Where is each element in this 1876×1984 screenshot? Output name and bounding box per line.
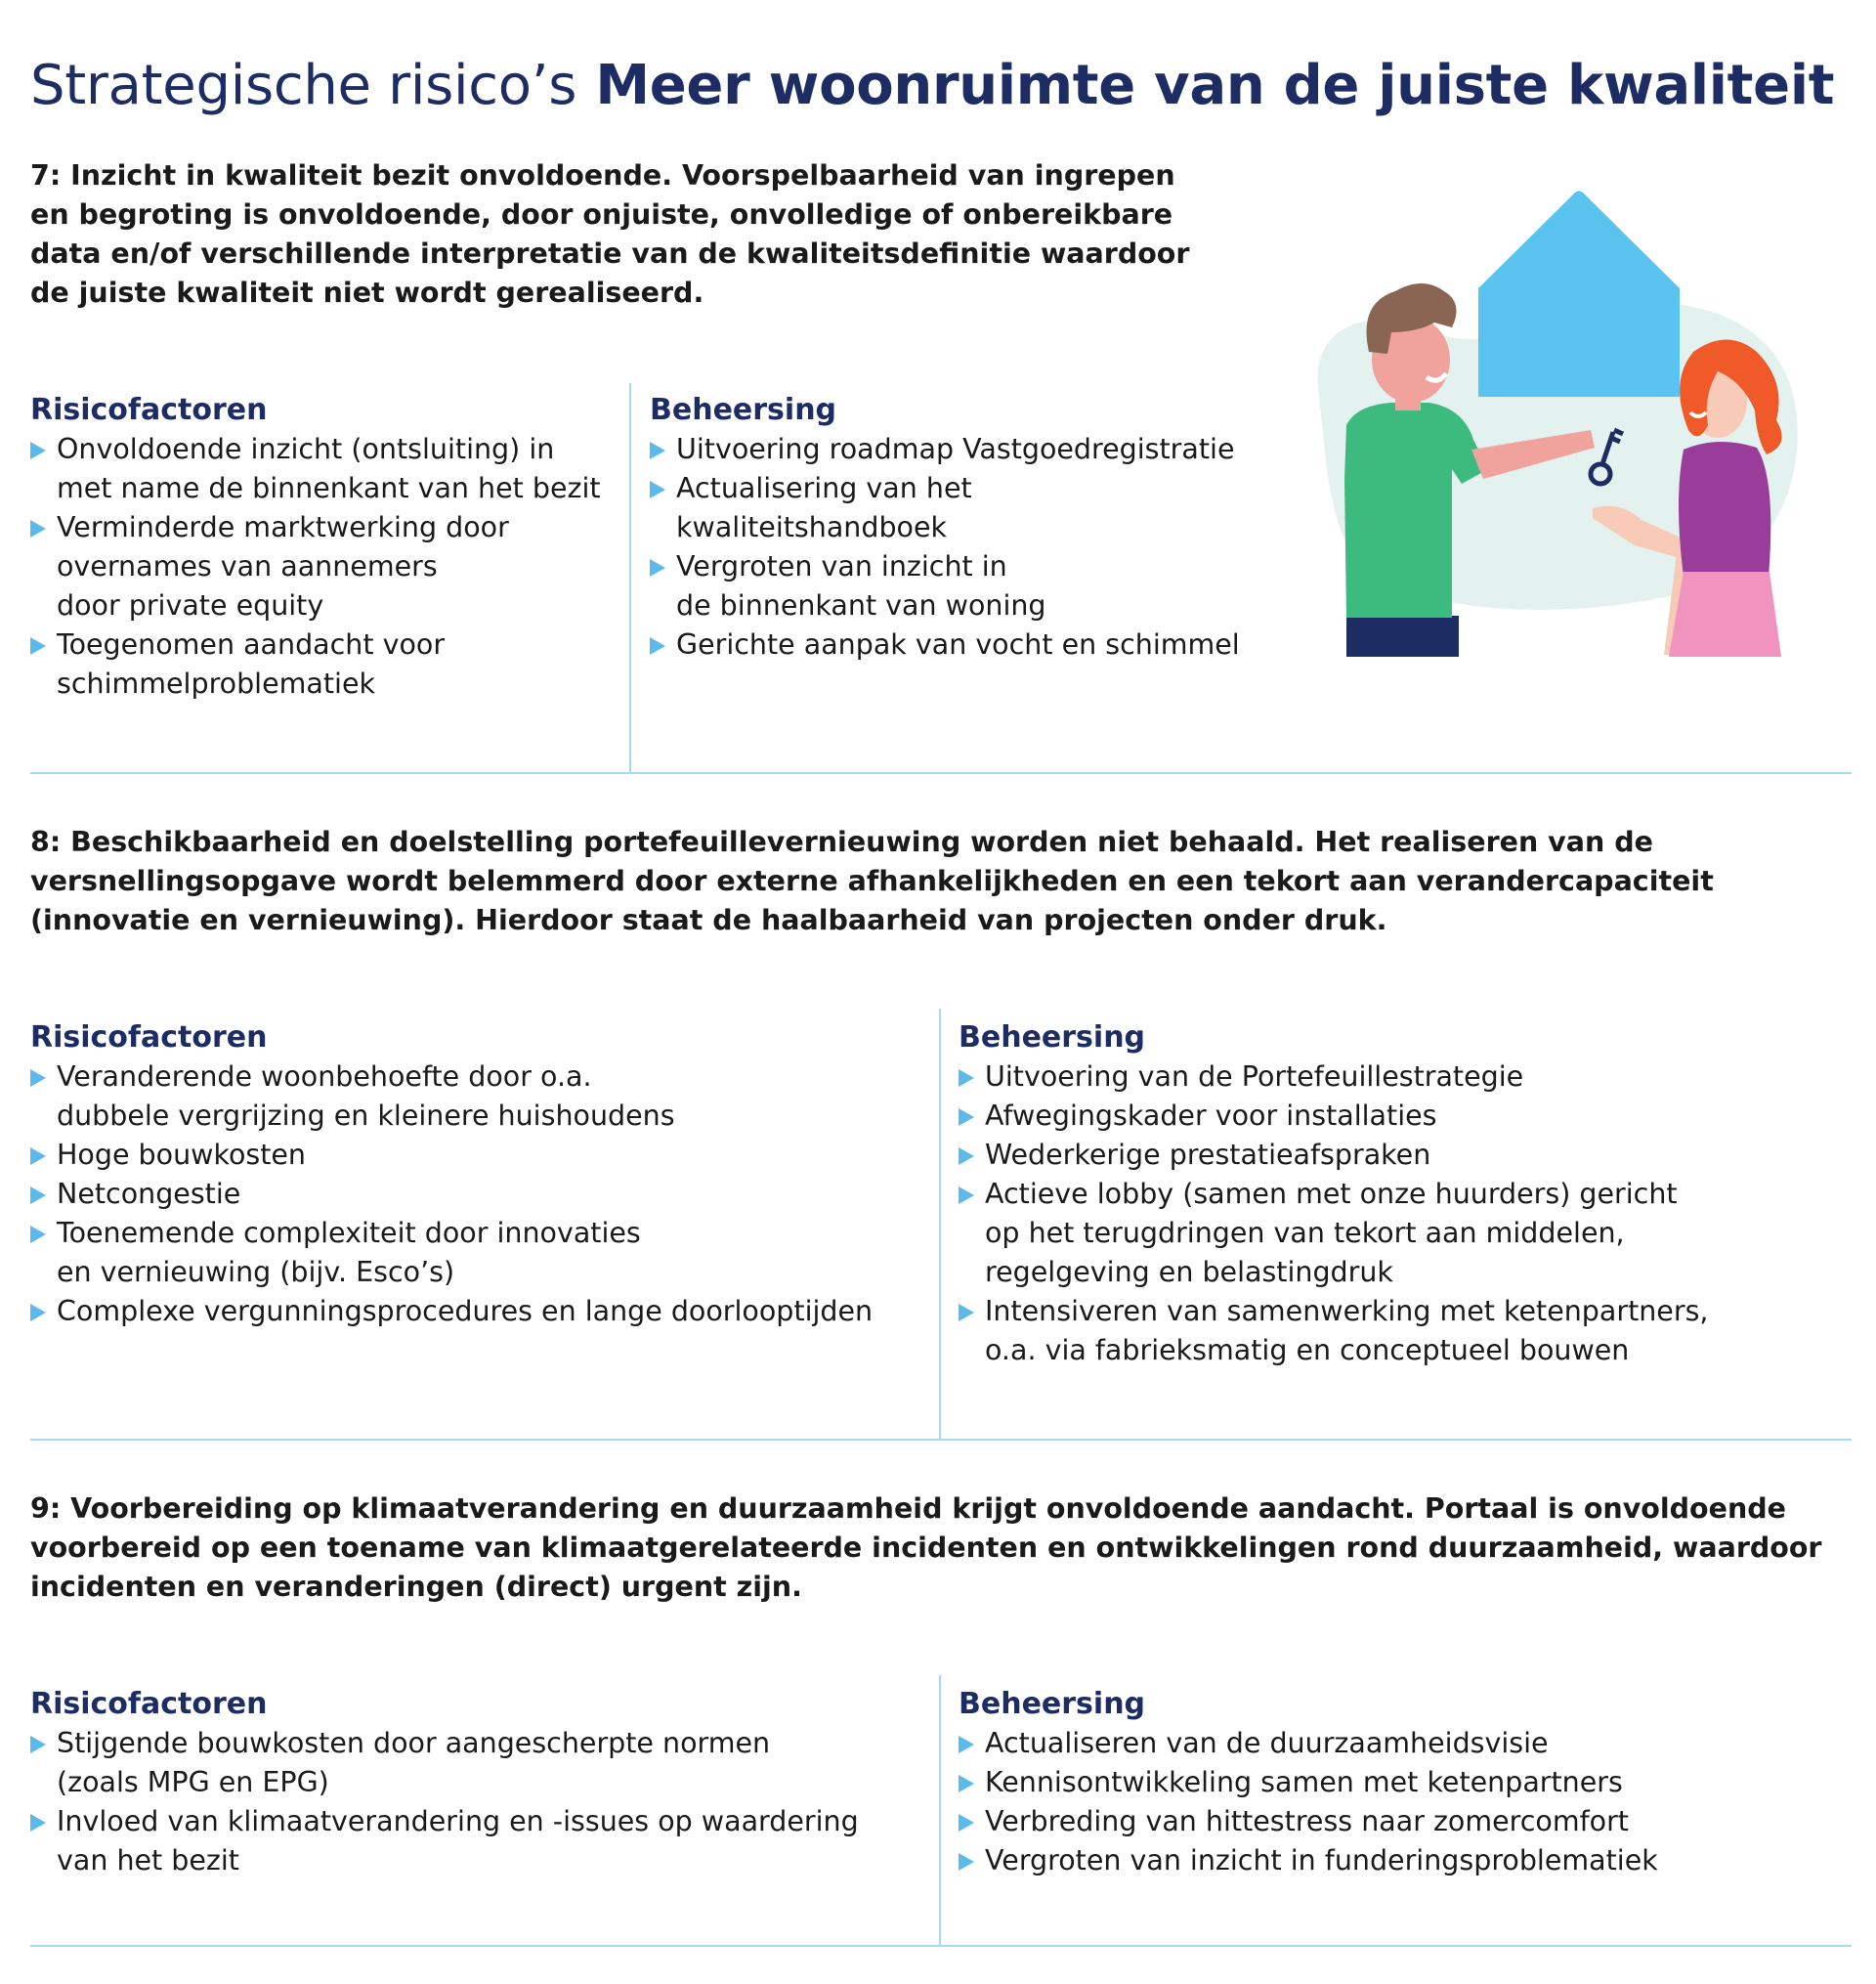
risk-section-9 <box>30 1489 1852 1957</box>
bullet-triangle-icon <box>30 442 46 459</box>
bullet-text: Verminderde marktwerking door overnames van aannemers door private equity <box>57 511 509 622</box>
bullet-triangle-icon <box>30 637 46 655</box>
bullet-triangle-icon <box>30 1814 46 1832</box>
section-divider <box>30 1439 1852 1441</box>
bullet-triangle-icon <box>959 1108 974 1126</box>
control-measures-list <box>959 1724 1838 1880</box>
title-main: Meer woonruimte van de juiste kwaliteit <box>595 54 1835 117</box>
bullet-text: Uitvoering van de Portefeuillestrategie <box>985 1060 1524 1093</box>
control-measures-heading: Beheersing <box>959 1020 1146 1055</box>
bullet-triangle-icon <box>959 1304 974 1321</box>
bullet-text: Vergroten van inzicht in de binnenkant van woning <box>676 550 1046 622</box>
bullet-item <box>959 1763 1838 1802</box>
bullet-text: Actieve lobby (samen met onze huurders) gericht op het terugdringen van tekort aan middelen, regelgeving en belastingdruk <box>985 1178 1678 1288</box>
bullet-triangle-icon <box>959 1775 974 1792</box>
bullet-text: Actualisering van het kwaliteitshandboek <box>676 472 972 543</box>
woman-top <box>1679 442 1770 577</box>
bullet-triangle-icon <box>30 1186 46 1204</box>
bullet-item <box>30 1057 929 1136</box>
bullet-triangle-icon <box>30 1736 46 1753</box>
bullet-item <box>30 1175 929 1214</box>
bullet-triangle-icon <box>30 1226 46 1243</box>
bullet-text: Vergroten van inzicht in funderingsproblematiek <box>985 1844 1658 1876</box>
control-measures-heading: Beheersing <box>650 393 837 427</box>
bullet-item <box>30 1214 929 1292</box>
bullet-text: Veranderende woonbehoefte door o.a. dubbele vergrijzing en kleinere huishoudens <box>57 1060 675 1132</box>
bullet-triangle-icon <box>650 442 665 459</box>
bullet-triangle-icon <box>959 1853 974 1871</box>
risk-factors-list <box>30 430 617 704</box>
bullet-text: Kennisontwikkeling samen met ketenpartners <box>985 1766 1623 1798</box>
section-intro: 9: Voorbereiding op klimaatverandering en duurzaamheid krijgt onvoldoende aandacht. Portaal is onvoldoende voorbereid op een toename van klimaatgerelateerde incidenten en ontwikkelingen rond duurzaamheid, waardoor incidenten en veranderingen (direct) urgent zijn. <box>30 1492 1822 1603</box>
bullet-item <box>959 1136 1838 1175</box>
bullet-text: Hoge bouwkosten <box>57 1139 306 1171</box>
risk-section-8 <box>30 823 1852 1446</box>
bullet-triangle-icon <box>30 1147 46 1165</box>
bullet-text: Actualiseren van de duurzaamheidsvisie <box>985 1727 1549 1759</box>
bullet-item <box>959 1802 1838 1841</box>
section-intro: 7: Inzicht in kwaliteit bezit onvoldoende. Voorspelbaarheid van ingrepen en begroting is onvoldoende, door onjuiste, onvolledige of onbereikbare data en/of verschillende interpretatie van de kwaliteitsdefinitie waardoor de juiste kwaliteit niet wordt gerealiseerd. <box>30 159 1190 309</box>
bullet-triangle-icon <box>959 1814 974 1832</box>
bullet-triangle-icon <box>959 1069 974 1087</box>
title-prefix: Strategische risico’s <box>30 54 577 117</box>
woman-skirt <box>1669 572 1781 657</box>
bullet-text: Complexe vergunningsprocedures en lange doorlooptijden <box>57 1295 874 1327</box>
bullet-item <box>959 1175 1838 1292</box>
bullet-item <box>959 1292 1838 1370</box>
risk-factors-heading: Risicofactoren <box>30 1687 268 1721</box>
bullet-item <box>650 625 1275 665</box>
bullet-item <box>30 1802 929 1880</box>
bullet-text: Afwegingskader voor installaties <box>985 1100 1437 1132</box>
control-measures-column <box>959 1685 1838 1880</box>
column-divider <box>939 1675 941 1947</box>
section-divider <box>30 772 1852 774</box>
bullet-item <box>650 547 1275 625</box>
bullet-text: Verbreding van hittestress naar zomercomfort <box>985 1805 1629 1837</box>
control-measures-column <box>959 1018 1838 1370</box>
bullet-item <box>959 1841 1838 1880</box>
risk-factors-list <box>30 1057 929 1331</box>
page-title <box>30 51 1834 121</box>
house-icon <box>1478 192 1680 398</box>
risk-factors-column <box>30 1018 929 1331</box>
bullet-text: Intensiveren van samenwerking met ketenpartners, o.a. via fabrieksmatig en conceptueel bouwen <box>985 1295 1709 1366</box>
bullet-item <box>30 430 617 508</box>
bullet-item <box>650 469 1275 547</box>
control-measures-column <box>650 391 1275 665</box>
risk-factors-list <box>30 1724 929 1880</box>
section-intro: 8: Beschikbaarheid en doelstelling portefeuillevernieuwing worden niet behaald. Het realiseren van de versnellingsopgave wordt belemmerd door externe afhankelijkheden en een tekort aan verandercapaciteit (innovatie en vernieuwing). Hierdoor staat de haalbaarheid van projecten onder druk. <box>30 826 1714 936</box>
bullet-triangle-icon <box>650 481 665 498</box>
bullet-text: Gerichte aanpak van vocht en schimmel <box>676 628 1240 661</box>
bullet-triangle-icon <box>30 1304 46 1321</box>
risk-factors-column <box>30 391 617 704</box>
man-pants <box>1346 616 1459 657</box>
risk-factors-heading: Risicofactoren <box>30 1020 268 1055</box>
bullet-item <box>30 508 617 625</box>
bullet-item <box>959 1724 1838 1763</box>
bullet-item <box>959 1097 1838 1136</box>
risk-factors-heading: Risicofactoren <box>30 393 268 427</box>
house-key-handover-illustration <box>1298 186 1825 665</box>
bullet-triangle-icon <box>30 1069 46 1087</box>
bullet-item <box>30 1136 929 1175</box>
bullet-item <box>30 1724 929 1802</box>
bullet-text: Toegenomen aandacht voor schimmelproblematiek <box>57 628 446 700</box>
column-divider <box>629 383 631 774</box>
bullet-triangle-icon <box>650 559 665 577</box>
bullet-item <box>959 1057 1838 1097</box>
bullet-text: Wederkerige prestatieafspraken <box>985 1139 1431 1171</box>
control-measures-heading: Beheersing <box>959 1687 1146 1721</box>
bullet-text: Netcongestie <box>57 1178 241 1210</box>
bullet-triangle-icon <box>959 1736 974 1753</box>
bullet-text: Onvoldoende inzicht (ontsluiting) in met name de binnenkant van het bezit <box>57 433 601 504</box>
bullet-triangle-icon <box>959 1147 974 1165</box>
bullet-text: Toenemende complexiteit door innovaties en vernieuwing (bijv. Esco’s) <box>57 1217 641 1288</box>
bullet-item <box>30 625 617 704</box>
bullet-text: Stijgende bouwkosten door aangescherpte normen (zoals MPG en EPG) <box>57 1727 771 1798</box>
bullet-triangle-icon <box>650 637 665 655</box>
bullet-triangle-icon <box>30 520 46 538</box>
bullet-item <box>30 1292 929 1331</box>
column-divider <box>939 1009 941 1439</box>
bullet-text: Invloed van klimaatverandering en -issues op waardering van het bezit <box>57 1805 859 1876</box>
bullet-text: Uitvoering roadmap Vastgoedregistratie <box>676 433 1235 465</box>
control-measures-list <box>959 1057 1838 1370</box>
bullet-item <box>650 430 1275 469</box>
control-measures-list <box>650 430 1275 665</box>
risk-factors-column <box>30 1685 929 1880</box>
section-divider <box>30 1945 1852 1947</box>
bullet-triangle-icon <box>959 1186 974 1204</box>
